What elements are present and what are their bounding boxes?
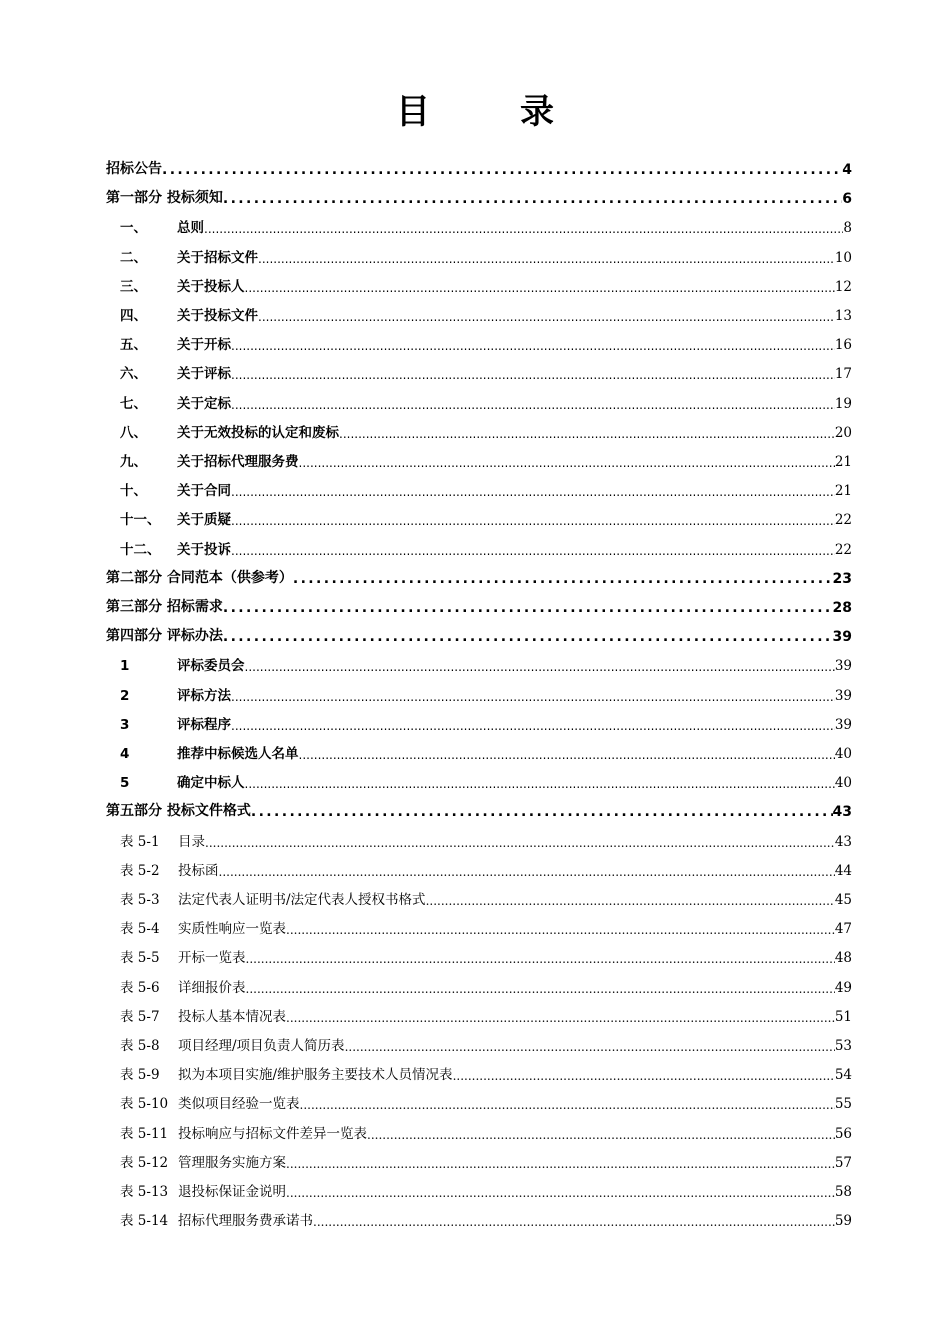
toc-entry-page-number: 8 xyxy=(843,220,852,236)
toc-entry-number: 五、 xyxy=(120,337,147,353)
dot-leader xyxy=(299,748,835,762)
toc-entry-page-number: 55 xyxy=(834,1096,852,1112)
toc-entry-number: 表 5-10 xyxy=(120,1096,169,1112)
toc-entry[interactable] xyxy=(106,711,852,733)
dot-leader xyxy=(367,1128,835,1142)
toc-entry-page-number: 39 xyxy=(834,688,852,704)
toc-entry-page-number: 53 xyxy=(834,1038,852,1054)
dot-leader xyxy=(453,1069,835,1083)
toc-entry-number: 表 5-8 xyxy=(120,1038,160,1054)
toc-entry-number: 十二、 xyxy=(120,542,161,558)
toc-entry-page-number: 39 xyxy=(834,717,852,733)
toc-entry-number: 表 5-9 xyxy=(120,1067,160,1083)
toc-entry[interactable] xyxy=(106,185,852,207)
toc-entry-number: 六、 xyxy=(120,366,147,382)
dot-leader xyxy=(231,690,835,704)
toc-entry-number: 表 5-12 xyxy=(120,1155,169,1171)
toc-entry-page-number: 13 xyxy=(834,308,852,324)
dot-leader xyxy=(245,777,835,791)
toc-entry-number: 表 5-6 xyxy=(120,980,160,996)
toc-entry-number: 5 xyxy=(120,775,130,791)
dot-leader xyxy=(345,1040,835,1054)
toc-entry-label: 投标人基本情况表 xyxy=(178,1009,286,1025)
toc-entry-number: 表 5-3 xyxy=(120,892,160,908)
toc-entry-label: 拟为本项目实施/维护服务主要技术人员情况表 xyxy=(178,1067,453,1083)
toc-entry-label: 退投标保证金说明 xyxy=(178,1184,286,1200)
toc-entry-label: 第四部分 评标办法 xyxy=(106,628,223,644)
toc-entry-page-number: 21 xyxy=(834,483,852,499)
toc-entry-page-number: 19 xyxy=(834,396,852,412)
toc-entry-number: 十一、 xyxy=(120,512,161,528)
toc-entry-label: 投标函 xyxy=(178,863,219,879)
toc-entry-page-number: 51 xyxy=(834,1009,852,1025)
toc-entry[interactable] xyxy=(106,302,852,324)
toc-entry-label: 关于评标 xyxy=(177,366,231,382)
toc-entry-page-number: 28 xyxy=(832,600,852,616)
toc-entry[interactable] xyxy=(106,1207,852,1229)
toc-entry[interactable] xyxy=(106,1178,852,1200)
toc-entry-page-number: 49 xyxy=(834,980,852,996)
toc-entry[interactable] xyxy=(106,448,852,470)
toc-entry-label: 类似项目经验一览表 xyxy=(178,1096,300,1112)
toc-entry-number: 七、 xyxy=(120,396,147,412)
toc-entry[interactable] xyxy=(106,506,852,528)
toc-entry[interactable] xyxy=(106,944,852,966)
toc-entry-page-number: 20 xyxy=(834,425,852,441)
toc-entry-label: 实质性响应一览表 xyxy=(178,921,286,937)
dot-leader xyxy=(258,310,835,324)
toc-entry-number: 表 5-11 xyxy=(120,1126,169,1142)
toc-entry[interactable] xyxy=(106,244,852,266)
toc-entry-label: 评标程序 xyxy=(177,717,231,733)
dot-leader xyxy=(299,456,835,470)
dot-leader xyxy=(245,660,835,674)
toc-entry-page-number: 21 xyxy=(834,454,852,470)
toc-entry-page-number: 16 xyxy=(834,337,852,353)
toc-entry[interactable] xyxy=(106,477,852,499)
toc-entry-page-number: 22 xyxy=(834,542,852,558)
dot-leader xyxy=(313,1215,835,1229)
dot-leader xyxy=(231,719,835,733)
toc-entry[interactable] xyxy=(106,652,852,674)
toc-entry[interactable] xyxy=(106,419,852,441)
toc-entry-page-number: 48 xyxy=(834,950,852,966)
toc-entry-number: 1 xyxy=(120,658,130,674)
dot-leader xyxy=(293,571,833,587)
toc-entry-number: 八、 xyxy=(120,425,147,441)
toc-entry-label: 目录 xyxy=(178,834,205,850)
dot-leader xyxy=(231,485,835,499)
toc-entry-label: 确定中标人 xyxy=(177,775,245,791)
dot-leader xyxy=(231,514,835,528)
toc-entry-page-number: 4 xyxy=(842,162,852,178)
dot-leader xyxy=(231,368,835,382)
toc-entry-page-number: 39 xyxy=(834,658,852,674)
toc-entry-page-number: 54 xyxy=(834,1067,852,1083)
toc-entry[interactable] xyxy=(106,915,852,937)
toc-entry-page-number: 17 xyxy=(834,366,852,382)
toc-entry[interactable] xyxy=(106,974,852,996)
dot-leader xyxy=(219,865,835,879)
toc-entry-page-number: 59 xyxy=(834,1213,852,1229)
toc-entry-page-number: 43 xyxy=(832,804,852,820)
dot-leader xyxy=(231,339,835,353)
toc-entry[interactable] xyxy=(106,390,852,412)
toc-entry-page-number: 47 xyxy=(834,921,852,937)
toc-entry[interactable] xyxy=(106,682,852,704)
toc-entry[interactable] xyxy=(106,156,852,178)
toc-entry-page-number: 57 xyxy=(834,1155,852,1171)
dot-leader xyxy=(339,427,835,441)
toc-entry-label: 评标方法 xyxy=(177,688,231,704)
toc-entry-label: 关于招标代理服务费 xyxy=(177,454,299,470)
toc-entry[interactable] xyxy=(106,1032,852,1054)
toc-entry-page-number: 10 xyxy=(834,250,852,266)
toc-entry-number: 一、 xyxy=(120,220,147,236)
toc-entry[interactable] xyxy=(106,623,852,645)
toc-entry[interactable] xyxy=(106,769,852,791)
dot-leader xyxy=(258,252,835,266)
dot-leader xyxy=(300,1098,835,1112)
toc-entry[interactable] xyxy=(106,214,852,236)
toc-entry-label: 推荐中标候选人名单 xyxy=(177,746,299,762)
toc-entry-label: 关于投标文件 xyxy=(177,308,258,324)
toc-entry-number: 十、 xyxy=(120,483,147,499)
toc-entry-page-number: 40 xyxy=(834,746,852,762)
toc-entry-page-number: 12 xyxy=(834,279,852,295)
dot-leader xyxy=(246,952,835,966)
toc-entry-label: 第三部分 招标需求 xyxy=(106,599,223,615)
toc-entry[interactable] xyxy=(106,1120,852,1142)
toc-entry-number: 4 xyxy=(120,746,130,762)
dot-leader xyxy=(231,544,835,558)
dot-leader xyxy=(162,162,842,178)
toc-entry-number: 3 xyxy=(120,717,130,733)
toc-entry-label: 招标代理服务费承诺书 xyxy=(178,1213,313,1229)
toc-entry[interactable] xyxy=(106,1149,852,1171)
dot-leader xyxy=(223,191,842,207)
toc-entry-label: 详细报价表 xyxy=(178,980,246,996)
toc-entry[interactable] xyxy=(106,360,852,382)
toc-entry-label: 管理服务实施方案 xyxy=(178,1155,286,1171)
dot-leader xyxy=(245,281,835,295)
dot-leader xyxy=(223,600,833,616)
toc-entry-number: 四、 xyxy=(120,308,147,324)
toc-entry-page-number: 22 xyxy=(834,512,852,528)
dot-leader xyxy=(286,923,835,937)
dot-leader xyxy=(204,222,843,236)
toc-entry[interactable] xyxy=(106,1061,852,1083)
page-title: 目 录 xyxy=(396,92,582,132)
toc-entry-number: 九、 xyxy=(120,454,147,470)
toc-entry-label: 关于投诉 xyxy=(177,542,231,558)
toc-entry[interactable] xyxy=(106,886,852,908)
toc-entry-label: 评标委员会 xyxy=(177,658,245,674)
dot-leader xyxy=(251,804,833,820)
toc-entry-label: 关于投标人 xyxy=(177,279,245,295)
toc-entry-number: 表 5-14 xyxy=(120,1213,169,1229)
toc-entry[interactable] xyxy=(106,828,852,850)
toc-entry-page-number: 56 xyxy=(834,1126,852,1142)
toc-entry[interactable] xyxy=(106,857,852,879)
toc-entry-label: 关于合同 xyxy=(177,483,231,499)
toc-entry-page-number: 23 xyxy=(832,571,852,587)
toc-entry[interactable] xyxy=(106,536,852,558)
toc-entry-number: 表 5-13 xyxy=(120,1184,169,1200)
toc-entry[interactable] xyxy=(106,740,852,762)
dot-leader xyxy=(205,836,835,850)
toc-entry[interactable] xyxy=(106,594,852,616)
toc-entry-page-number: 6 xyxy=(842,191,852,207)
toc-entry-number: 2 xyxy=(120,688,130,704)
toc-entry-label: 投标响应与招标文件差异一览表 xyxy=(178,1126,367,1142)
toc-entry-page-number: 58 xyxy=(834,1184,852,1200)
toc-entry-label: 关于开标 xyxy=(177,337,231,353)
dot-leader xyxy=(231,398,835,412)
toc-entry-label: 关于招标文件 xyxy=(177,250,258,266)
dot-leader xyxy=(286,1011,835,1025)
toc-entry[interactable] xyxy=(106,565,852,587)
toc-entry-label: 第五部分 投标文件格式 xyxy=(106,803,251,819)
toc-entry-number: 二、 xyxy=(120,250,147,266)
toc-entry-label: 项目经理/项目负责人简历表 xyxy=(178,1038,345,1054)
toc-entry-page-number: 43 xyxy=(834,834,852,850)
toc-entry[interactable] xyxy=(106,798,852,820)
toc-entry-label: 关于质疑 xyxy=(177,512,231,528)
toc-entry-label: 第一部分 投标须知 xyxy=(106,190,223,206)
toc-entry-label: 法定代表人证明书/法定代表人授权书格式 xyxy=(178,892,426,908)
toc-entry-number: 三、 xyxy=(120,279,147,295)
toc-entry-page-number: 44 xyxy=(834,863,852,879)
toc-entry-number: 表 5-2 xyxy=(120,863,160,879)
dot-leader xyxy=(286,1157,835,1171)
toc-entry-label: 招标公告 xyxy=(106,161,162,177)
toc-entry-label: 第二部分 合同范本（供参考） xyxy=(106,570,293,586)
toc-entry[interactable] xyxy=(106,331,852,353)
toc-entry-label: 关于定标 xyxy=(177,396,231,412)
dot-leader xyxy=(286,1186,835,1200)
toc-entry-number: 表 5-5 xyxy=(120,950,160,966)
toc-entry-label: 总则 xyxy=(177,220,204,236)
toc-entry-label: 关于无效投标的认定和废标 xyxy=(177,425,339,441)
dot-leader xyxy=(223,629,833,645)
toc-entry[interactable] xyxy=(106,273,852,295)
toc-entry-number: 表 5-4 xyxy=(120,921,160,937)
toc-entry-label: 开标一览表 xyxy=(178,950,246,966)
toc-entry-page-number: 39 xyxy=(832,629,852,645)
toc-entry[interactable] xyxy=(106,1090,852,1112)
toc-entry[interactable] xyxy=(106,1003,852,1025)
toc-entry-page-number: 40 xyxy=(834,775,852,791)
toc-entry-page-number: 45 xyxy=(834,892,852,908)
toc-entry-number: 表 5-1 xyxy=(120,834,160,850)
toc-entry-number: 表 5-7 xyxy=(120,1009,160,1025)
dot-leader xyxy=(426,894,835,908)
dot-leader xyxy=(246,982,835,996)
